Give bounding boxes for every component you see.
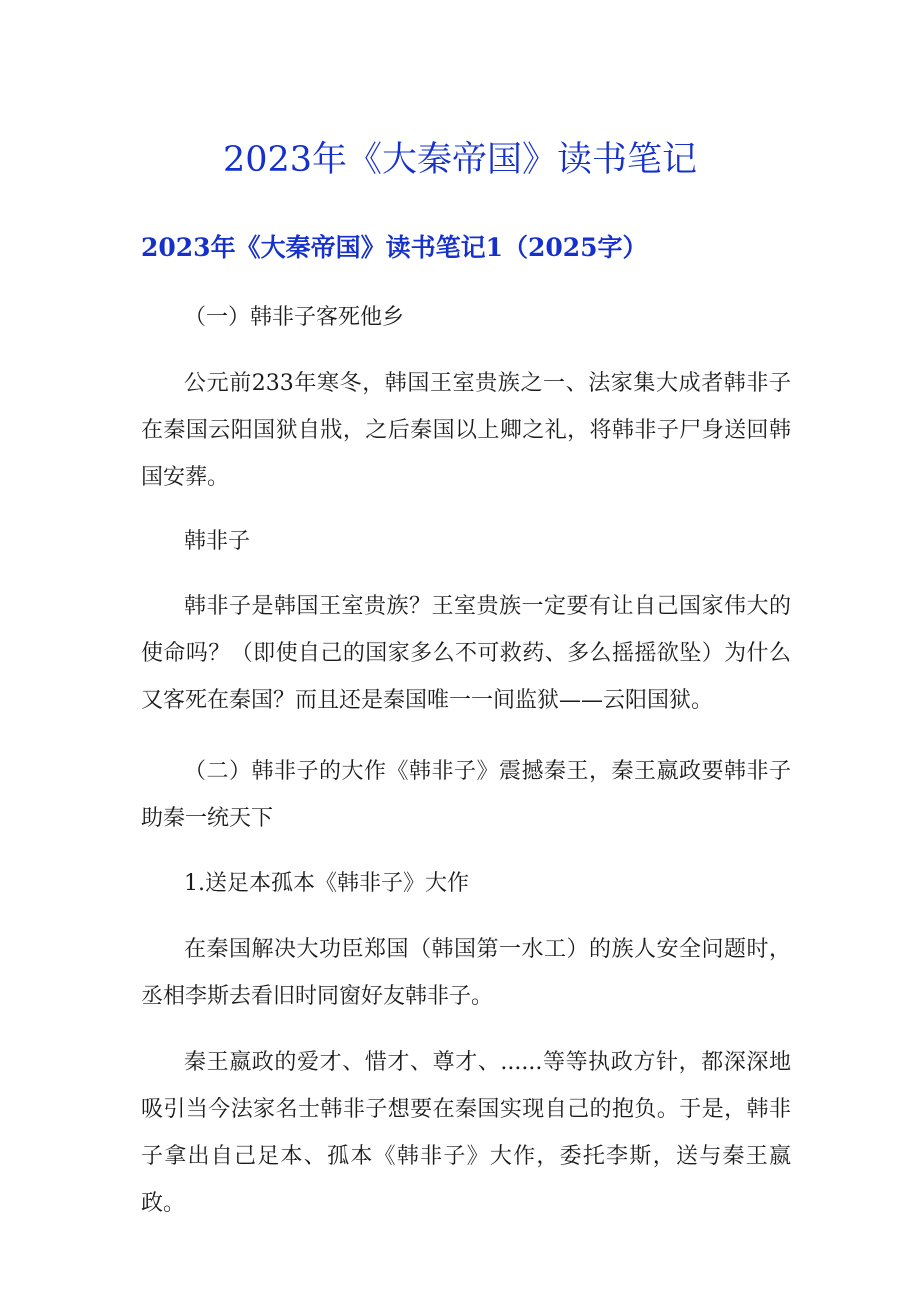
paragraph-5: 秦王嬴政的爱才、惜才、尊才、......等等执政方针，都深深地吸引当今法家名士韩非子想要在秦国实现自己的抱负。于是，韩非子拿出自己足本、孤本《韩非子》大作，委托李斯，送与秦王嬴政。 (141, 1050, 791, 1216)
paragraph-subheading-3: 1.送足本孤本《韩非子》大作 (184, 871, 469, 896)
paragraph-4: 在秦国解决大功臣郑国（韩国第一水工）的族人安全问题时，丞相李斯去看旧时同窗好友韩非子。 (141, 937, 791, 1009)
paragraph-subheading-1: （一）韩非子客死他乡 (184, 305, 405, 330)
paragraph-2: 韩非子 (184, 529, 251, 554)
paragraph-subheading-2: （二）韩非子的大作《韩非子》震撼秦王，秦王嬴政要韩非子助秦一统天下 (141, 759, 791, 831)
section-heading: 2023年《大秦帝国》读书笔记1（2025字） (141, 233, 648, 262)
paragraph-3: 韩非子是韩国王室贵族？王室贵族一定要有让自己国家伟大的使命吗？（即使自己的国家多么不可救药、多么摇摇欲坠）为什么又客死在秦国？而且还是秦国唯一一间监狱——云阳国狱。 (141, 594, 791, 713)
document-title: 2023年《大秦帝国》读书笔记 (222, 140, 698, 180)
paragraph-1: 公元前233年寒冬，韩国王室贵族之一、法家集大成者韩非子在秦国云阳国狱自戕，之后秦国以上卿之礼，将韩非子尸身送回韩国安葬。 (141, 371, 791, 490)
